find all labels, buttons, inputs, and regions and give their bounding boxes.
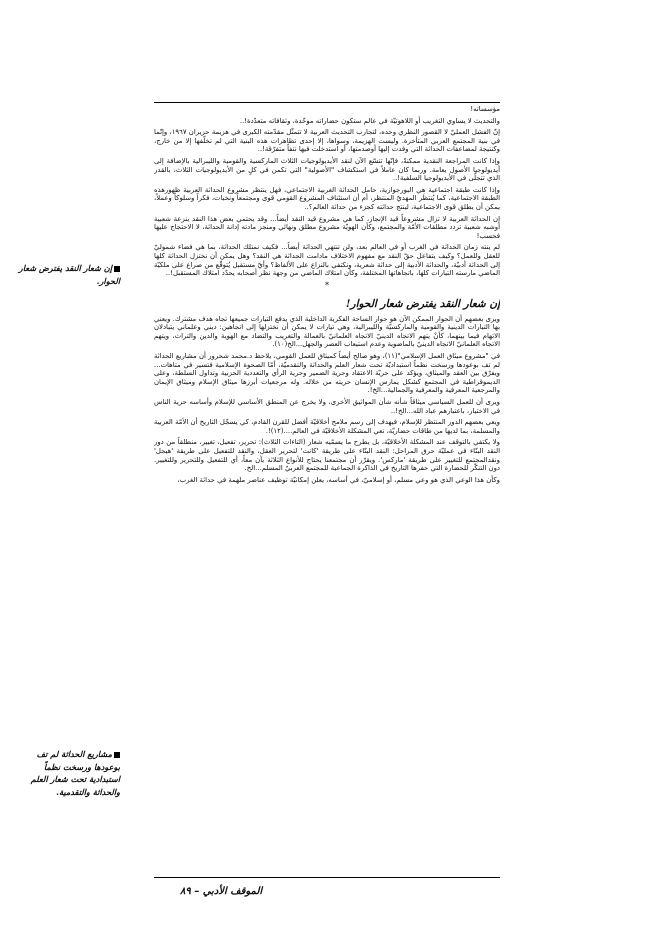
paragraph: وإذا كانت المراجعة النقدية ممكنةً، فإنّها تتسّع الآن لنقد الأيديولوجيات الثلاث الماركسية والقومية والليبرالية بالإضافة إلى أيديولوجيا الأصول بعامة. وربما كان عاملاً في استكشاف "الأصولية" التي تكمن في كلٍ من الأيديولوجيات الثلاث، بالقدر الذي تتجلّى في الأيديولوجيا السلفية!.. bbox=[154, 156, 500, 183]
paragraph: وإذا كانت طبقة اجتماعية هي البورجوازية، حامل الحداثة الغربية الاجتماعي، فهل ينتظر مشروع الحداثة العربية ظهورهذه الطبقة الاجتماعية، كما يُنتظَر المهديّ المنتظر، أم أن استئناف المشروع القومي قوى ومجتمعاً ونخبات، فكراً وسلوكاً وعملاً، يمكن أن يطلق قوى الاجتماعية، لينتج حداثته كجزء من حداثة العالم؟.. bbox=[154, 185, 500, 211]
paragraph: وكأن هذا الوعي الذي هو وعي مسلم، أو إسلاميّ، في أساسه، يعلن إمكانيّة توظيف عناصر ملهمة في حداثة الغرب، bbox=[177, 475, 500, 484]
paragraph: إن الحداثة العربية لا تزال مشروعاً قيد الإنجاز، كما هي مشروع قيد النقد أيضاً... وقد يحتمي بعض هذا النقد بنزعة شعبية أوشبه شعبية تردد مطلقات الأمّة والمجتمع، وكأن الهويّة مشروع مطلق ونهائي ومنجز مادته إدانة الحداثة، لا الاحتجاج عليها فحسب! bbox=[154, 214, 500, 240]
bottom-rule bbox=[154, 877, 500, 878]
paragraph: في "مشروع ميثاق العمل الإسلامي"(١١)، وهو صالح أيضاً كميثاق للعمل القومي، يلاحظ د.محمد شحرور أن مشاريع الحداثة لم تف بوعودها ورسخت نظماً استبداديّة تحت شعار العلم والحداثة والتقدميّة، أمّا الصحوة الإسلامية فتسير في متاهات... ويفرّق بين العقد والميثاق، ويؤكد على حريّة الاعتقاد وحرية الضمير وحرية الرأي والتعددية الحزبية وتداول السلطة، وعلى الديموقراطية في المجتمع كشكل يمارس الإنسان حريته من خلاله. وله مرجعيات أبرزها ميثاق الإسلام وميثاق الإيمان والمرجعية المعرفية والمعرفية والجمالية...الخ!. bbox=[154, 352, 500, 395]
paragraph: ويرى أن للعمل السياسي ميثاقاً شأنه شأن المواثيق الأخرى، ولا يخرج عن المنطق الأساسي للإسلام وأساسه حرية الناس في الاختيار، باعتبارهم عباد الله...الخ!.. bbox=[154, 398, 500, 415]
sidenote-modernity bbox=[18, 748, 120, 798]
body-column bbox=[154, 105, 500, 875]
sidenote-text: إن شعار النقد يفترض شعار الحوار. bbox=[18, 263, 120, 286]
sidenote-dialogue bbox=[18, 262, 120, 287]
paragraph: ويعي بعضهم الدور المنتظر للإسلام، فيهدف إلى رسم ملامح أخلاقيّة أفضل للقرن القادم، كي يسجّل التاريخ أن الأمّة العربية والمسلمة، بما لديها من طاقات حضاريّة، تعي المشكلة الأخلاقيّة في العالم....(١٢)!. bbox=[154, 418, 500, 435]
paragraph: والتحديث لا يساوي التغريب أو اللاهوتيّة في عالم ستكون حضاراته موحّدة، وثقافاته متعدّدة!.. bbox=[239, 116, 500, 125]
sidenote-text: مشاريع الحداثة لم تف بوعودها ورسخت نظماً استبدادية تحت شعار العلم والحداثة والتقدمية. bbox=[30, 749, 120, 797]
page-footer: الموقف الأدبي – ٨٩ bbox=[180, 886, 263, 897]
paragraph: لم ينته زمان الحداثة في الغرب أو في العالم بعد، ولن تنتهي الحداثة أيضاً... فكيف نمتلك الحداثة، بما هي فضاء شموليّ للعقل وللعمل؟ وكيف يتفاعل حقّ النقد مع مفهوم الاختلاف مادامت الحداثة هي النقد؟ وهل يمكن أن نختزل الحداثة كلها إلى الحداثة أدبيّة، والحداثة الأدبية إلى حداثة شعرية، ونكتفي بالنزاع على الألفاظ؟ وأيّ مستقبل يُتوقّع من صراع على ملكيّة الماضي مارسته التيارات كلها، باتجاهاتها المختلفة، وكأن امتلاك الماضي من وجهة نظر أصحابه يحدّد امتلاك المستقبل!.. bbox=[154, 243, 500, 278]
section-separator: * bbox=[325, 280, 329, 290]
lead-word: مؤسساته! bbox=[470, 105, 500, 113]
paragraph: إنّ الفشل العمليّ لا القصور النظري وحده، لتجارب التحديث العربية لا تتمثّل مقدّمته الكبرى في هزيمة حزيران ١٩٦٧، وإنّما في بنية المجتمع العربي المتأخرة. وليست الهزيمة، وسواها، إلا إحدى تظاهرات هذه البنية التي لم تخلّفها إلا من خارج، وكنتيجة لمضاعفات الحداثة التي وفدت إليها أوصدمتها، أو استدخلت فيها نتفاً متفرّقة!.. bbox=[154, 128, 500, 154]
paragraph: ولا يكتفي بالتوقف عند المشكلة الأخلاقيّة، بل يطرح ما يسمّيه شعار (التاءات الثلاث): تحرير، تفعيل، تغيير، منطلقاً من دور النقد البنّاء في عمليّة حرق المراحل: النقد البنّاء على طريقة 'كانت' لتحرير العقل، والنقد للتفعيل على طريقة 'هيجل' ونقدالمجتمع للتغيير على طريقة 'ماركس'. ويقرّر أن مجتمعنا يحتاج للأنواع الثلاثة بآن معاً، أي للتفعيل وللتحرير وللتغيير. دون التنكّر للحضارة التي حفرها التاريخ في الذاكرة الجماعية للمجتمع العربيّ المسلم...الخ. bbox=[154, 438, 500, 473]
section-heading: إن شعار النقد يفترض شعار الحوار! bbox=[345, 297, 500, 310]
top-rule bbox=[154, 102, 500, 103]
square-bullet-icon bbox=[114, 752, 120, 758]
paragraph: ويرى بعضهم أن الحوار الممكن الآن هو حوار الساحة الفكرية الداخلية الذي يدفع التيارات جميعها تجاه هدف مشترك. ويعني بها التيارات الدينية والقومية والماركسيّة والليبرالية، وهي تيارات لا يمكن أن نختزلها إلى اتجاهين: ديني وعلماني يتبادلان الاتهام فيما بينهما، كأنْ يتهم الاتجاه الدينيّ الاتجاه العلمانيّ بالعمالة والتغريب والتضاد مع الهوية والدين والتراث، ويتهم الاتجاه العلمانيّ الاتجاه الدينيّ بالماضوية وعدم استيعاب العصر والجهل...الخ(١٠). bbox=[154, 314, 500, 349]
square-bullet-icon bbox=[114, 266, 120, 272]
